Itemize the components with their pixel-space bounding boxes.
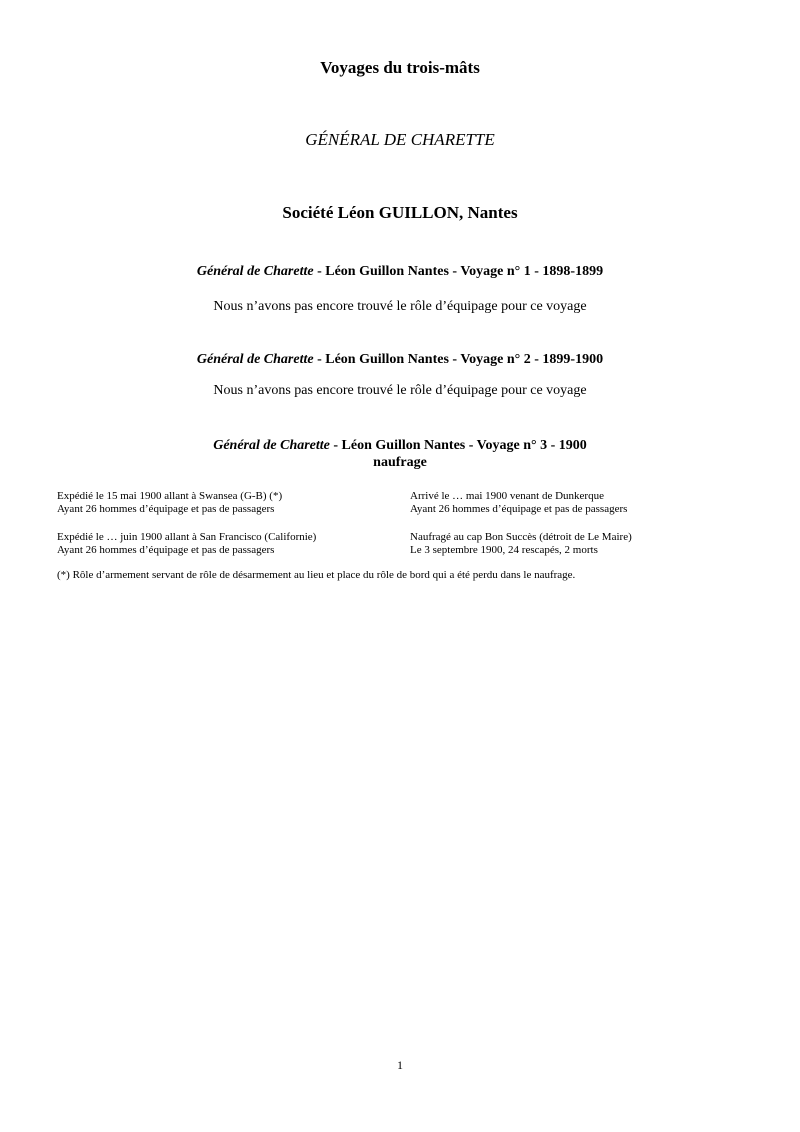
detail-line: Expédié le 15 mai 1900 allant à Swansea (G-B) (*): [57, 490, 283, 502]
detail-line: Naufragé au cap Bon Succès (détroit de Le Maire): [410, 531, 632, 543]
voyage-1-note: Nous n’avons pas encore trouvé le rôle d’équipage pour ce voyage: [213, 299, 587, 314]
detail-line: Arrivé le … mai 1900 venant de Dunkerque: [410, 490, 604, 502]
voyage-2-note: Nous n’avons pas encore trouvé le rôle d’équipage pour ce voyage: [213, 383, 587, 398]
voyage-3-departure-1: [57, 490, 282, 516]
detail-line: Le 3 septembre 1900, 24 rescapés, 2 morts: [410, 544, 598, 556]
page-number: 1: [397, 1058, 403, 1072]
company-name: Société Léon GUILLON, Nantes: [282, 203, 518, 222]
voyage-3-heading: [0, 438, 800, 454]
detail-line: Ayant 26 hommes d’équipage et pas de passagers: [410, 503, 628, 515]
voyage-3-shipwreck: [410, 531, 632, 557]
voyage-1-heading: [0, 264, 800, 280]
detail-line: Ayant 26 hommes d’équipage et pas de passagers: [57, 544, 275, 556]
document-title: Voyages du trois-mâts: [320, 58, 480, 77]
detail-line: Expédié le … juin 1900 allant à San Francisco (Californie): [57, 531, 317, 543]
voyage-1-ship: Général de Charette: [196, 264, 314, 279]
ship-name: GÉNÉRAL DE CHARETTE: [305, 130, 495, 149]
voyage-2-heading: [0, 352, 800, 368]
voyage-3-ship: Général de Charette: [213, 438, 330, 453]
voyage-3-departure-2: [57, 531, 316, 557]
voyage-2-details-title: - Léon Guillon Nantes - Voyage n° 2 - 1899-1900: [313, 352, 604, 367]
voyage-2-ship: Général de Charette: [196, 352, 314, 367]
voyage-1-details-title: - Léon Guillon Nantes - Voyage n° 1 - 1898-1899: [313, 264, 604, 279]
voyage-3-arrival-1: [410, 490, 627, 516]
detail-line: Ayant 26 hommes d’équipage et pas de passagers: [57, 503, 275, 515]
voyage-3-subtitle: naufrage: [373, 455, 427, 470]
voyage-3-details-title: - Léon Guillon Nantes - Voyage n° 3 - 1900: [329, 438, 587, 453]
footnote: (*) Rôle d’armement servant de rôle de désarmement au lieu et place du rôle de bord qui a été perdu dans le naufrage.: [57, 569, 576, 581]
